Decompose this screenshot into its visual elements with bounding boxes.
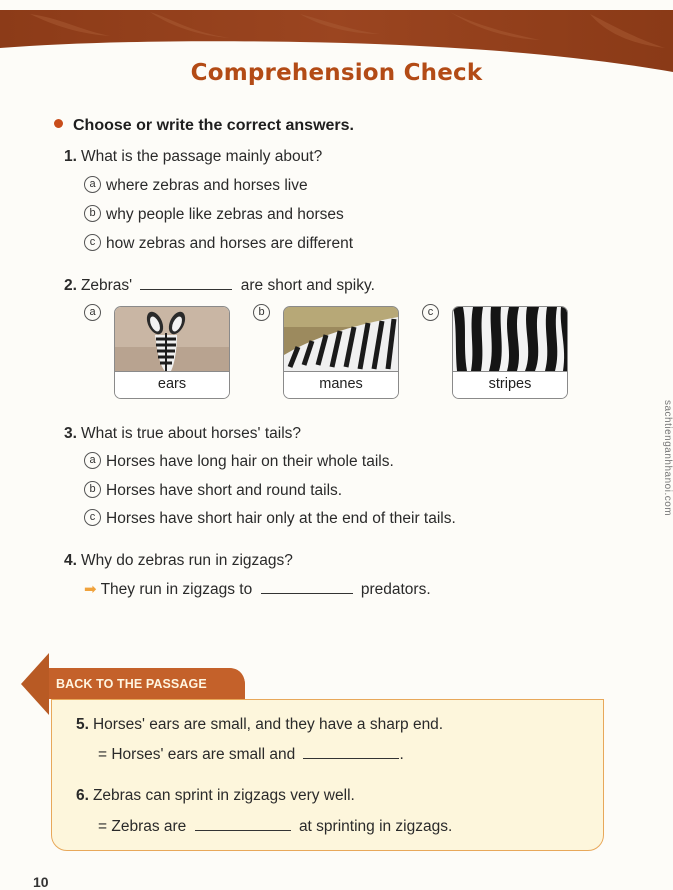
question-text: Horses' ears are small, and they have a sharp end. xyxy=(92,716,444,733)
option-text: where zebras and horses live xyxy=(106,177,308,194)
answer-blank[interactable] xyxy=(195,818,291,831)
card-label: manes xyxy=(284,371,398,398)
q4-answer-line xyxy=(84,580,431,599)
q5-answer-line xyxy=(98,746,404,764)
q2-card-ears[interactable] xyxy=(114,306,230,399)
q2-card-letter-a: a xyxy=(84,305,101,323)
q1-option-a[interactable] xyxy=(84,177,308,195)
instruction xyxy=(54,117,354,135)
option-text: Horses have long hair on their whole tails. xyxy=(106,453,394,470)
instruction-text: Choose or write the correct answers. xyxy=(73,117,354,134)
question-text: What is the passage mainly about? xyxy=(80,148,323,165)
watermark-text: sachtienganhhanoi.com xyxy=(662,400,673,517)
question-number: 4. xyxy=(64,552,77,569)
question-6 xyxy=(76,787,355,805)
zebra-stripes-image xyxy=(453,307,567,371)
answer-blank[interactable] xyxy=(140,277,232,290)
answer-text-before: = Horses' ears are small and xyxy=(98,746,296,763)
card-label: stripes xyxy=(453,371,567,398)
q1-option-c[interactable] xyxy=(84,235,353,253)
bullet-icon xyxy=(54,119,63,128)
answer-text-after: at sprinting in zigzags. xyxy=(298,818,453,835)
question-4 xyxy=(64,552,293,570)
question-3 xyxy=(64,425,301,443)
option-letter-b: b xyxy=(84,481,101,498)
question-text-before: Zebras' xyxy=(80,277,133,294)
question-number: 1. xyxy=(64,148,77,165)
question-number: 3. xyxy=(64,425,77,442)
zebra-mane-image xyxy=(284,307,398,371)
question-text: Zebras can sprint in zigzags very well. xyxy=(92,787,355,804)
answer-blank[interactable] xyxy=(261,581,353,594)
option-text: Horses have short hair only at the end of their tails. xyxy=(106,510,456,527)
question-number: 6. xyxy=(76,787,89,804)
arrow-right-icon: ➡ xyxy=(84,581,97,598)
answer-text-before: = Zebras are xyxy=(98,818,187,835)
q3-option-b[interactable] xyxy=(84,482,342,500)
option-text: why people like zebras and horses xyxy=(106,206,344,223)
question-text: What is true about horses' tails? xyxy=(80,425,302,442)
answer-blank[interactable] xyxy=(303,746,399,759)
q2-card-manes[interactable] xyxy=(283,306,399,399)
question-number: 5. xyxy=(76,716,89,733)
page-title: Comprehension Check xyxy=(190,60,483,86)
zebra-ears-image xyxy=(115,307,229,371)
question-1 xyxy=(64,148,322,166)
option-text: how zebras and horses are different xyxy=(106,235,354,252)
card-label: ears xyxy=(115,371,229,398)
answer-text-after: predators. xyxy=(360,581,431,598)
question-2 xyxy=(64,277,375,295)
option-letter-a: a xyxy=(84,176,101,193)
q1-option-b[interactable] xyxy=(84,206,344,224)
option-text: Horses have short and round tails. xyxy=(106,482,343,499)
q6-answer-line xyxy=(98,818,452,836)
q2-card-letter-c: c xyxy=(422,305,439,323)
q2-card-letter-b: b xyxy=(253,305,270,323)
question-number: 2. xyxy=(64,277,77,294)
option-letter-a: a xyxy=(84,452,101,469)
q3-option-c[interactable] xyxy=(84,510,456,528)
question-text-after: are short and spiky. xyxy=(240,277,375,294)
back-to-passage-label: BACK TO THE PASSAGE xyxy=(56,677,207,691)
option-letter-c: c xyxy=(84,234,101,251)
option-letter-c: c xyxy=(84,509,101,526)
q3-option-a[interactable] xyxy=(84,453,394,471)
q2-card-stripes[interactable] xyxy=(452,306,568,399)
answer-text-after: . xyxy=(399,746,404,763)
question-text: Why do zebras run in zigzags? xyxy=(80,552,293,569)
page-number: 10 xyxy=(33,874,49,890)
question-5 xyxy=(76,716,443,734)
answer-text-before: They run in zigzags to xyxy=(100,581,253,598)
option-letter-b: b xyxy=(84,205,101,222)
